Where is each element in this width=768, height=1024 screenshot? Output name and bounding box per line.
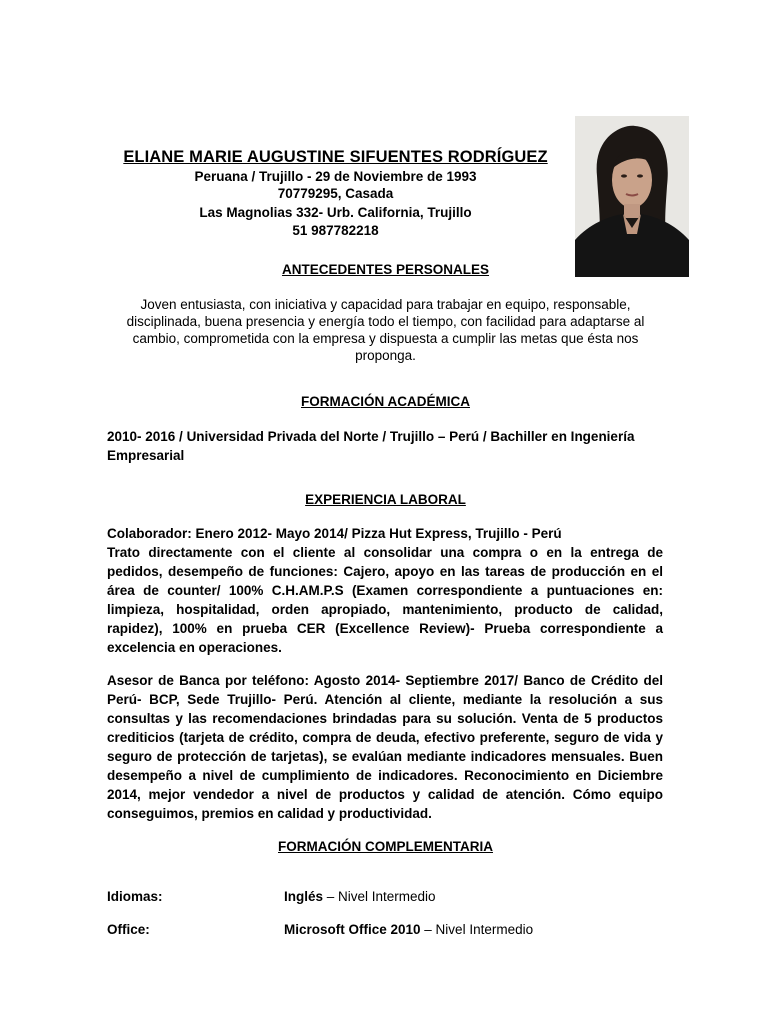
info-address: Las Magnolias 332- Urb. California, Trujillo xyxy=(199,205,472,220)
skill-label: Office: xyxy=(107,922,150,937)
skill-value-level: – Nivel Intermedio xyxy=(420,922,534,937)
profile-photo xyxy=(575,116,689,277)
job1-line: área de counter/ 100% C.H.AM.P.S (Examen correspondiente a puntuaciones en: xyxy=(107,583,663,598)
job2-line: conseguimos, premios en calidad y productividad. xyxy=(107,806,432,821)
formacion-paragraph xyxy=(107,427,663,465)
candidate-name: ELIANE MARIE AUGUSTINE SIFUENTES RODRÍGUEZ xyxy=(123,148,548,166)
antecedentes-paragraph xyxy=(108,296,663,364)
section-heading-complementaria: FORMACIÓN COMPLEMENTARIA xyxy=(278,839,493,854)
antecedentes-line: disciplinada, buena presencia y energía todo el tiempo, con facilidad para adaptarse al xyxy=(126,314,645,329)
skill-label: Idiomas: xyxy=(107,889,163,904)
formacion-line: Empresarial xyxy=(107,448,185,463)
skill-value-name: Inglés xyxy=(284,889,324,904)
job1-title: Colaborador: Enero 2012- Mayo 2014/ Pizza Hut Express, Trujillo - Perú xyxy=(107,526,562,541)
job2-line: 2014, mejor vendedor a nivel de productos y calidad de atención. Cómo equipo xyxy=(107,787,663,802)
job2-line: Perú- BCP, Sede Trujillo- Perú. Atención al cliente, mediante la resolución a sus xyxy=(107,692,663,707)
job2-title: Asesor de Banca por teléfono: Agosto 2014- Septiembre 2017/ Banco de Crédito del xyxy=(107,673,663,688)
job1-line: pedidos, desempeño de funciones: Cajero, apoyo en las tareas de producción en el xyxy=(107,564,663,579)
section-heading-antecedentes: ANTECEDENTES PERSONALES xyxy=(281,262,490,277)
formacion-line: 2010- 2016 / Universidad Privada del Norte / Trujillo – Perú / Bachiller en Ingeniería xyxy=(107,429,635,444)
job2-paragraph xyxy=(107,671,663,823)
job1-line: excelencia en operaciones. xyxy=(107,640,282,655)
skill-value xyxy=(284,889,436,904)
skill-value-level: – Nivel Intermedio xyxy=(323,889,436,904)
antecedentes-line: Joven entusiasta, con iniciativa y capacidad para trabajar en equipo, responsable, xyxy=(140,297,631,312)
job2-line: crediticios (tarjeta de crédito, compra de deuda, efectivo preferente, seguro de vida y xyxy=(107,730,663,745)
info-phone: 51 987782218 xyxy=(292,223,379,238)
info-nationality-birth: Peruana / Trujillo - 29 de Noviembre de 1993 xyxy=(194,169,477,184)
info-id-status: 70779295, Casada xyxy=(277,186,394,201)
job1-paragraph xyxy=(107,524,663,657)
antecedentes-line: proponga. xyxy=(355,348,416,363)
job1-line: rapidez), 100% en prueba CER (Excellence Review)- Prueba correspondiente a xyxy=(107,621,663,636)
antecedentes-line: cambio, comprometida con la empresa y dispuesta a cumplir las metas que ésta nos xyxy=(132,331,639,346)
job1-line: limpieza, hospitalidad, orden apropiado, mantenimiento, producto de calidad, xyxy=(107,602,663,617)
job2-line: desempeño a nivel de cumplimiento de indicadores. Reconocimiento en Diciembre xyxy=(107,768,663,783)
skill-value-name: Microsoft Office 2010 xyxy=(284,922,421,937)
job2-line: seguro de protección de tarjetas), se evalúan mediante indicadores mensuales. Buen xyxy=(107,749,663,764)
job1-line: Trato directamente con el cliente al consolidar una compra o en la entrega de xyxy=(107,545,663,560)
skill-value xyxy=(284,922,533,937)
section-heading-formacion: FORMACIÓN ACADÉMICA xyxy=(301,394,470,409)
job2-line: consultas y las recomendaciones brindadas para su solución. Venta de 5 productos xyxy=(107,711,663,726)
section-heading-experiencia: EXPERIENCIA LABORAL xyxy=(305,492,466,507)
